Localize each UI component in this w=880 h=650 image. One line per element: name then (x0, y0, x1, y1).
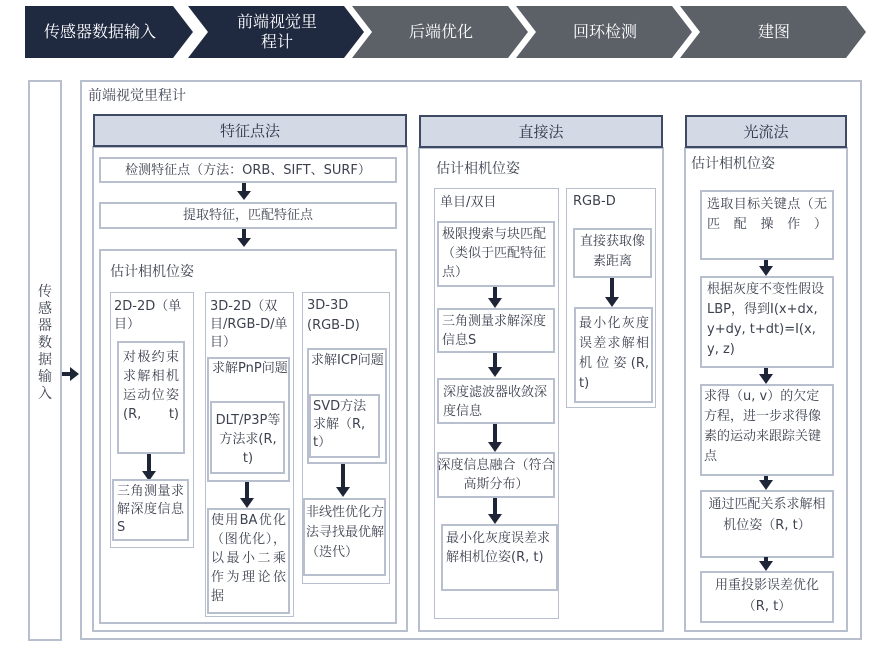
arrow-down-icon (604, 278, 620, 308)
arrow-down-icon (487, 424, 503, 453)
underdetermined-eq-text: 求得（u, v）的欠定方程，进一步求得像素的运动来跟踪关键点 (704, 389, 822, 464)
block-matching-text: 极限搜索与块匹配（类似于匹配特征点） (442, 227, 547, 280)
arrow-down-icon (335, 464, 351, 498)
dlt-p3p-text: DLT/P3P等方法求(R, t) (215, 413, 281, 466)
select-keypoints-text: 选取目标关键点（无匹配操作） (707, 197, 827, 232)
pipeline-step-sensor-input (25, 6, 195, 58)
arrow-down-icon (758, 260, 774, 277)
pipeline-step-label: 后端优化 (408, 22, 473, 41)
ba-optimization-text: 使用BA优化（图优化），以最小二乘作为理论依据 (211, 513, 286, 604)
icp-text: 求解ICP问题 (311, 353, 384, 368)
triangulation-text-2d2d: 三角测量求解深度信息S (117, 484, 184, 535)
extract-features-text: 提取特征，匹配特征点 (182, 208, 313, 223)
svd-text: SVD方法求解（R, t） (313, 399, 367, 450)
arrow-down-icon (236, 229, 252, 248)
pipeline-step-label: 传感器数据输入 (43, 22, 156, 41)
pipeline-step-label: 前端视觉里 程计 (236, 12, 317, 51)
arrow-down-icon (758, 476, 774, 491)
pipeline-step-mapping (680, 6, 870, 58)
column-3d-3d-title: 3D-3D (RGB-D) (307, 298, 360, 333)
pnp-text: 求解PnP问题 (212, 361, 288, 376)
direct-min-gray-error-text: 最小化灰度误差求解相机位姿(R, t) (446, 531, 551, 565)
arrow-down-icon (758, 557, 774, 572)
epipolar-text: 对极约束求解相机运动位姿(R, t) (123, 350, 179, 422)
pixel-distance-text: 直接获取像素距离 (579, 234, 645, 269)
pipeline-step-loop-closure (516, 6, 694, 58)
arrow-down-icon (141, 454, 157, 482)
arrow-down-icon (758, 368, 774, 385)
nonlinear-opt-text: 非线性优化方法寻找最优解（迭代） (306, 505, 385, 560)
direct-method-header: 直接法 (419, 115, 663, 148)
arrow-right-icon (62, 366, 82, 382)
sensor-input-label: 传感器数据输入 (38, 284, 52, 402)
arrow-down-icon (487, 498, 503, 525)
optical-flow-header: 光流法 (685, 115, 847, 148)
direct-estimate-pose-title: 估计相机位姿 (436, 161, 520, 177)
arrow-down-icon (239, 482, 255, 509)
column-2d-2d-title: 2D-2D（单目） (114, 299, 182, 332)
match-pose-text: 通过匹配关系求解相机位姿（R, t） (708, 497, 826, 533)
arrow-down-icon (487, 353, 503, 378)
gray-invariance-text: 根据灰度不变性假设LBP，得到I(x+dx, y+dy, t+dt)=I(x, y, z) (707, 282, 825, 357)
detect-features-text: 检测特征点（方法：ORB、SIFT、SURF） (125, 163, 371, 178)
depth-filter-text: 深度滤波器收敛深度信息 (443, 385, 548, 419)
feature-method-header: 特征点法 (93, 114, 407, 147)
reprojection-text: 用重投影误差优化（R, t） (714, 578, 819, 614)
arrow-down-icon (236, 183, 252, 201)
arrow-down-icon (487, 287, 503, 309)
pipeline-step-backend (352, 6, 530, 58)
direct-rgbd-title: RGB-D (573, 194, 616, 209)
depth-fusion-text: 深度信息融合（符合高斯分布） (437, 458, 555, 492)
flow-estimate-pose-title: 估计相机位姿 (691, 156, 775, 172)
direct-triangulation-text: 三角测量求解深度信息S (442, 314, 547, 348)
pipeline-step-frontend (188, 6, 366, 58)
rgbd-min-gray-error-text: 最小化灰度误差求解相机位姿(R, t) (579, 316, 649, 391)
direct-mono-stereo-title: 单目/双目 (440, 195, 497, 210)
pipeline-step-label: 建图 (757, 22, 790, 41)
column-3d-2d-title: 3D-2D（双目/RGB-D/单目） (210, 299, 288, 350)
feature-estimate-pose-title: 估计相机位姿 (110, 264, 194, 280)
frontend-odometry-title: 前端视觉里程计 (88, 88, 186, 104)
pipeline-step-label: 回环检测 (572, 22, 637, 41)
